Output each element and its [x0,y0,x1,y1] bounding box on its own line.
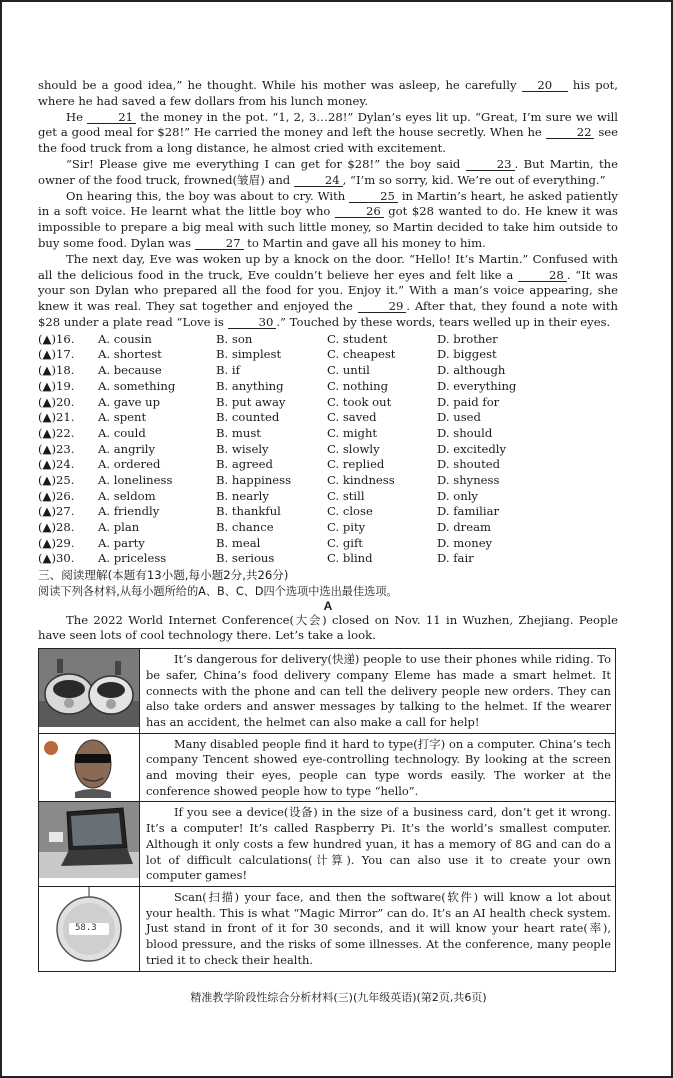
option-b: B. serious [216,551,275,566]
blank-21: 21 [87,111,136,124]
passage-text: got $28 wanted to do. He knew it was impossible to prepare a big meal with such little money, so Martin decided to take him outside to buy some food. Dylan was [38,204,618,250]
option-a: A. ordered [98,457,161,472]
option-row [38,363,618,379]
blank-27: 27 [195,237,244,250]
option-b: B. wisely [216,441,269,456]
option-b: B. thankful [216,504,281,519]
blank-23: 23 [466,158,515,171]
blank-29: 29 [358,300,407,313]
option-row [38,457,618,473]
passage-text: “Sir! Please give me everything I can get for $28!” the boy said [66,156,466,171]
reading-a-intro: The 2022 World Internet Conference(大会) closed on Nov. 11 in Wuzhen, Zhejiang. People have seen lots of cool technology there. Let’s take a look. [38,612,618,643]
passage-text: the money in the pot. “1, 2, 3…28!” Dylan’s eyes lit up. “Great, I’m sure we will get a good meal for $28!” He carried the money and left the house secretly. When he [38,109,618,140]
option-row [38,551,618,567]
option-row [38,536,618,552]
technology-cards-table [38,648,616,971]
option-d: D. used [437,410,481,425]
option-c: C. slowly [327,441,380,456]
card-row-raspberry-pi [39,802,616,887]
helmet-icon [39,649,139,727]
option-c: C. took out [327,394,392,409]
smart-helmet-text: It’s dangerous for delivery(快递) people to use their phones while riding. To be safer, China’s food delivery company Eleme has made a smart helmet. It connects with the phone and can tell the delivery people new orders. They can also take orders and answer messages by talking to the helmet. If the wearer has an accident, the helmet can also make a call for help! [140,649,616,734]
option-row [38,426,618,442]
option-a: A. cousin [98,331,152,346]
option-c: C. pity [327,520,366,534]
option-row [38,520,618,536]
option-b: B. agreed [216,457,273,472]
question-number: (▲)20. [38,394,75,409]
passage-text: should be a good idea,” he thought. While his mother was asleep, he carefully [38,78,522,92]
option-b: B. if [216,363,240,378]
option-row [38,489,618,505]
blank-30: 30 [228,316,277,329]
option-d: D. although [437,363,506,378]
option-b: B. happiness [216,472,292,487]
option-row [38,332,618,348]
blank-25: 25 [349,190,398,203]
option-c: C. student [327,331,388,346]
option-d: D. paid for [437,394,500,409]
option-c: C. until [327,363,370,378]
option-row [38,410,618,426]
raspberry-pi-text [140,802,616,887]
part-a-label: A [323,598,333,613]
option-row [38,395,618,411]
option-d: D. excitedly [437,441,507,456]
option-c: C. replied [327,457,385,472]
passage-paragraph-5 [38,252,618,331]
option-b: B. put away [216,394,286,409]
option-b: B. anything [216,378,284,393]
option-a: A. shortest [98,347,162,362]
passage-text: .” Touched by these words, tears welled up in their eyes. [276,314,611,329]
eye-control-text: Many disabled people find it hard to type(打字) on a computer. China’s tech company Tencent showed eye-controlling technology. By looking at the screen and moving their eyes, people can type words easily. The worker at the conference showed people how to type “hello”. [140,733,616,802]
passage-paragraph-4 [38,189,618,252]
option-d: D. should [437,425,493,440]
option-c: C. still [327,488,365,503]
passage-text: his pot, where he had saved a few dollars from his lunch money. [38,78,618,108]
passage-paragraph-2 [38,110,618,157]
option-b: B. counted [216,410,280,425]
page-content [38,78,618,972]
passage-text: . But Martin, the owner of the food truck, frowned(皱眉) and [38,156,618,187]
option-c: C. might [327,425,378,440]
mirror-reading: 58.3 [75,923,97,933]
option-c: C. saved [327,410,377,425]
option-b: B. son [216,331,253,346]
passage-text: . “It was your son Dylan who prepared all the food for you. Enjoy it.” With a man’s voice appearing, she knew it was real. They sat together and enjoyed the [38,267,618,314]
option-a: A. spent [98,410,147,425]
blank-26: 26 [335,205,384,218]
option-a: A. plan [98,520,140,534]
option-a: A. priceless [98,551,167,566]
eye-control-picture [39,733,140,802]
option-a: A. friendly [98,504,160,519]
passage-text: see the food truck from a long distance, he almost cried with excitement. [38,125,619,156]
passage-paragraph-1 [38,78,618,110]
section-3-title: 三、阅读理解(本题有13小题,每小题2分,共26分) [38,568,289,583]
option-b: B. must [216,425,261,440]
passage-text: in Martin’s heart, he asked patiently in a soft voice. He learnt what the little boy who [38,188,618,219]
option-b: B. chance [216,520,274,534]
options-list [38,332,618,567]
card-row-magic-mirror [39,887,616,972]
option-d: D. only [437,488,478,503]
question-number: (▲)23. [38,441,75,456]
option-c: C. blind [327,551,373,566]
passage-text: He [66,109,88,124]
option-d: D. money [437,535,493,550]
option-a: A. gave up [98,394,161,409]
question-number: (▲)28. [38,520,75,534]
option-d: D. brother [437,331,498,346]
option-a: A. seldom [98,488,156,503]
option-row [38,473,618,489]
option-a: A. could [98,425,146,440]
smart-helmet-picture [39,649,140,734]
question-number: (▲)17. [38,347,75,362]
option-row [38,347,618,363]
option-row [38,504,618,520]
question-number: (▲)24. [38,457,75,472]
passage-text: On hearing this, the boy was about to cry. With [66,188,350,203]
question-number: (▲)27. [38,504,75,519]
question-number: (▲)18. [38,363,75,378]
question-number: (▲)30. [38,551,75,566]
option-d: D. biggest [437,347,497,362]
option-a: A. something [98,378,176,393]
page-footer: 精准教学阶段性综合分析材料(三)(九年级英语)(第2页,共6页) [190,991,487,1004]
magic-mirror-text: Scan(扫描) your face, and then the software(软件) will know a lot about your health. This is what “Magic Mirror” can do. It’s an AI health check system. Just stand in front of it for 30 seconds, and it will know your heart rate(率), blood pressure, and the risks of some illnesses. At the conference, many people tried it to check their health. [140,887,616,972]
raspberry-pi-picture [39,802,140,887]
passage-paragraph-3 [38,157,618,189]
option-c: C. nothing [327,378,388,393]
option-row [38,442,618,458]
passage-text: . After that, they found a note with $28 under a plate read “Love is [38,299,618,329]
option-c: C. close [327,504,373,519]
blank-22: 22 [546,126,595,139]
blank-20: 20 [522,79,568,92]
passage-text: The next day, Eve was woken up by a knock on the door. “Hello! It’s Martin.” Confused with all the delicious food in the truck, Eve couldn’t believe her eyes and felt like a [38,251,618,282]
option-d: D. fair [437,551,474,566]
question-number: (▲)25. [38,472,75,487]
option-row [38,379,618,395]
question-number: (▲)29. [38,535,75,550]
option-a: A. because [98,363,162,378]
question-number: (▲)21. [38,410,75,425]
option-d: D. dream [437,520,491,534]
option-c: C. kindness [327,472,395,487]
option-c: C. gift [327,535,363,550]
face-icon [39,734,139,798]
passage-text: to Martin and gave all his money to him. [243,235,486,250]
option-a: A. angrily [98,441,156,456]
laptop-icon [39,802,139,878]
passage-text: , “I’m so sorry, kid. We’re out of everything.” [342,172,606,187]
question-number: (▲)16. [38,331,75,346]
question-number: (▲)26. [38,488,75,503]
option-d: D. shouted [437,457,501,472]
magic-mirror-picture [39,887,140,972]
card-row-helmet [39,649,616,734]
raspberry-pi-body: If you see a device(设备) in the size of a business card, don’t get it wrong. It’s a computer! It’s called Raspberry Pi. It’s the world’s smallest computer. Although it only costs a few hundred yuan, it has a memory of 8G and can do a lot of difficult calculations(计算). You can also use it to create your own computer games! [146,805,611,883]
option-a: A. loneliness [98,472,173,487]
option-c: C. cheapest [327,347,396,362]
question-number: (▲)19. [38,378,75,393]
option-d: D. shyness [437,472,500,487]
section-3-instruction: 阅读下列各材料,从每小题所给的A、B、C、D四个选项中选出最佳选项。 [38,584,398,598]
card-row-eye-control [39,733,616,802]
option-a: A. party [98,535,145,550]
blank-28: 28 [518,269,567,282]
option-d: D. familiar [437,504,500,519]
question-number: (▲)22. [38,425,75,440]
option-b: B. simplest [216,347,282,362]
option-b: B. meal [216,535,261,550]
blank-24: 24 [294,174,343,187]
option-b: B. nearly [216,488,269,503]
option-d: D. everything [437,378,517,393]
